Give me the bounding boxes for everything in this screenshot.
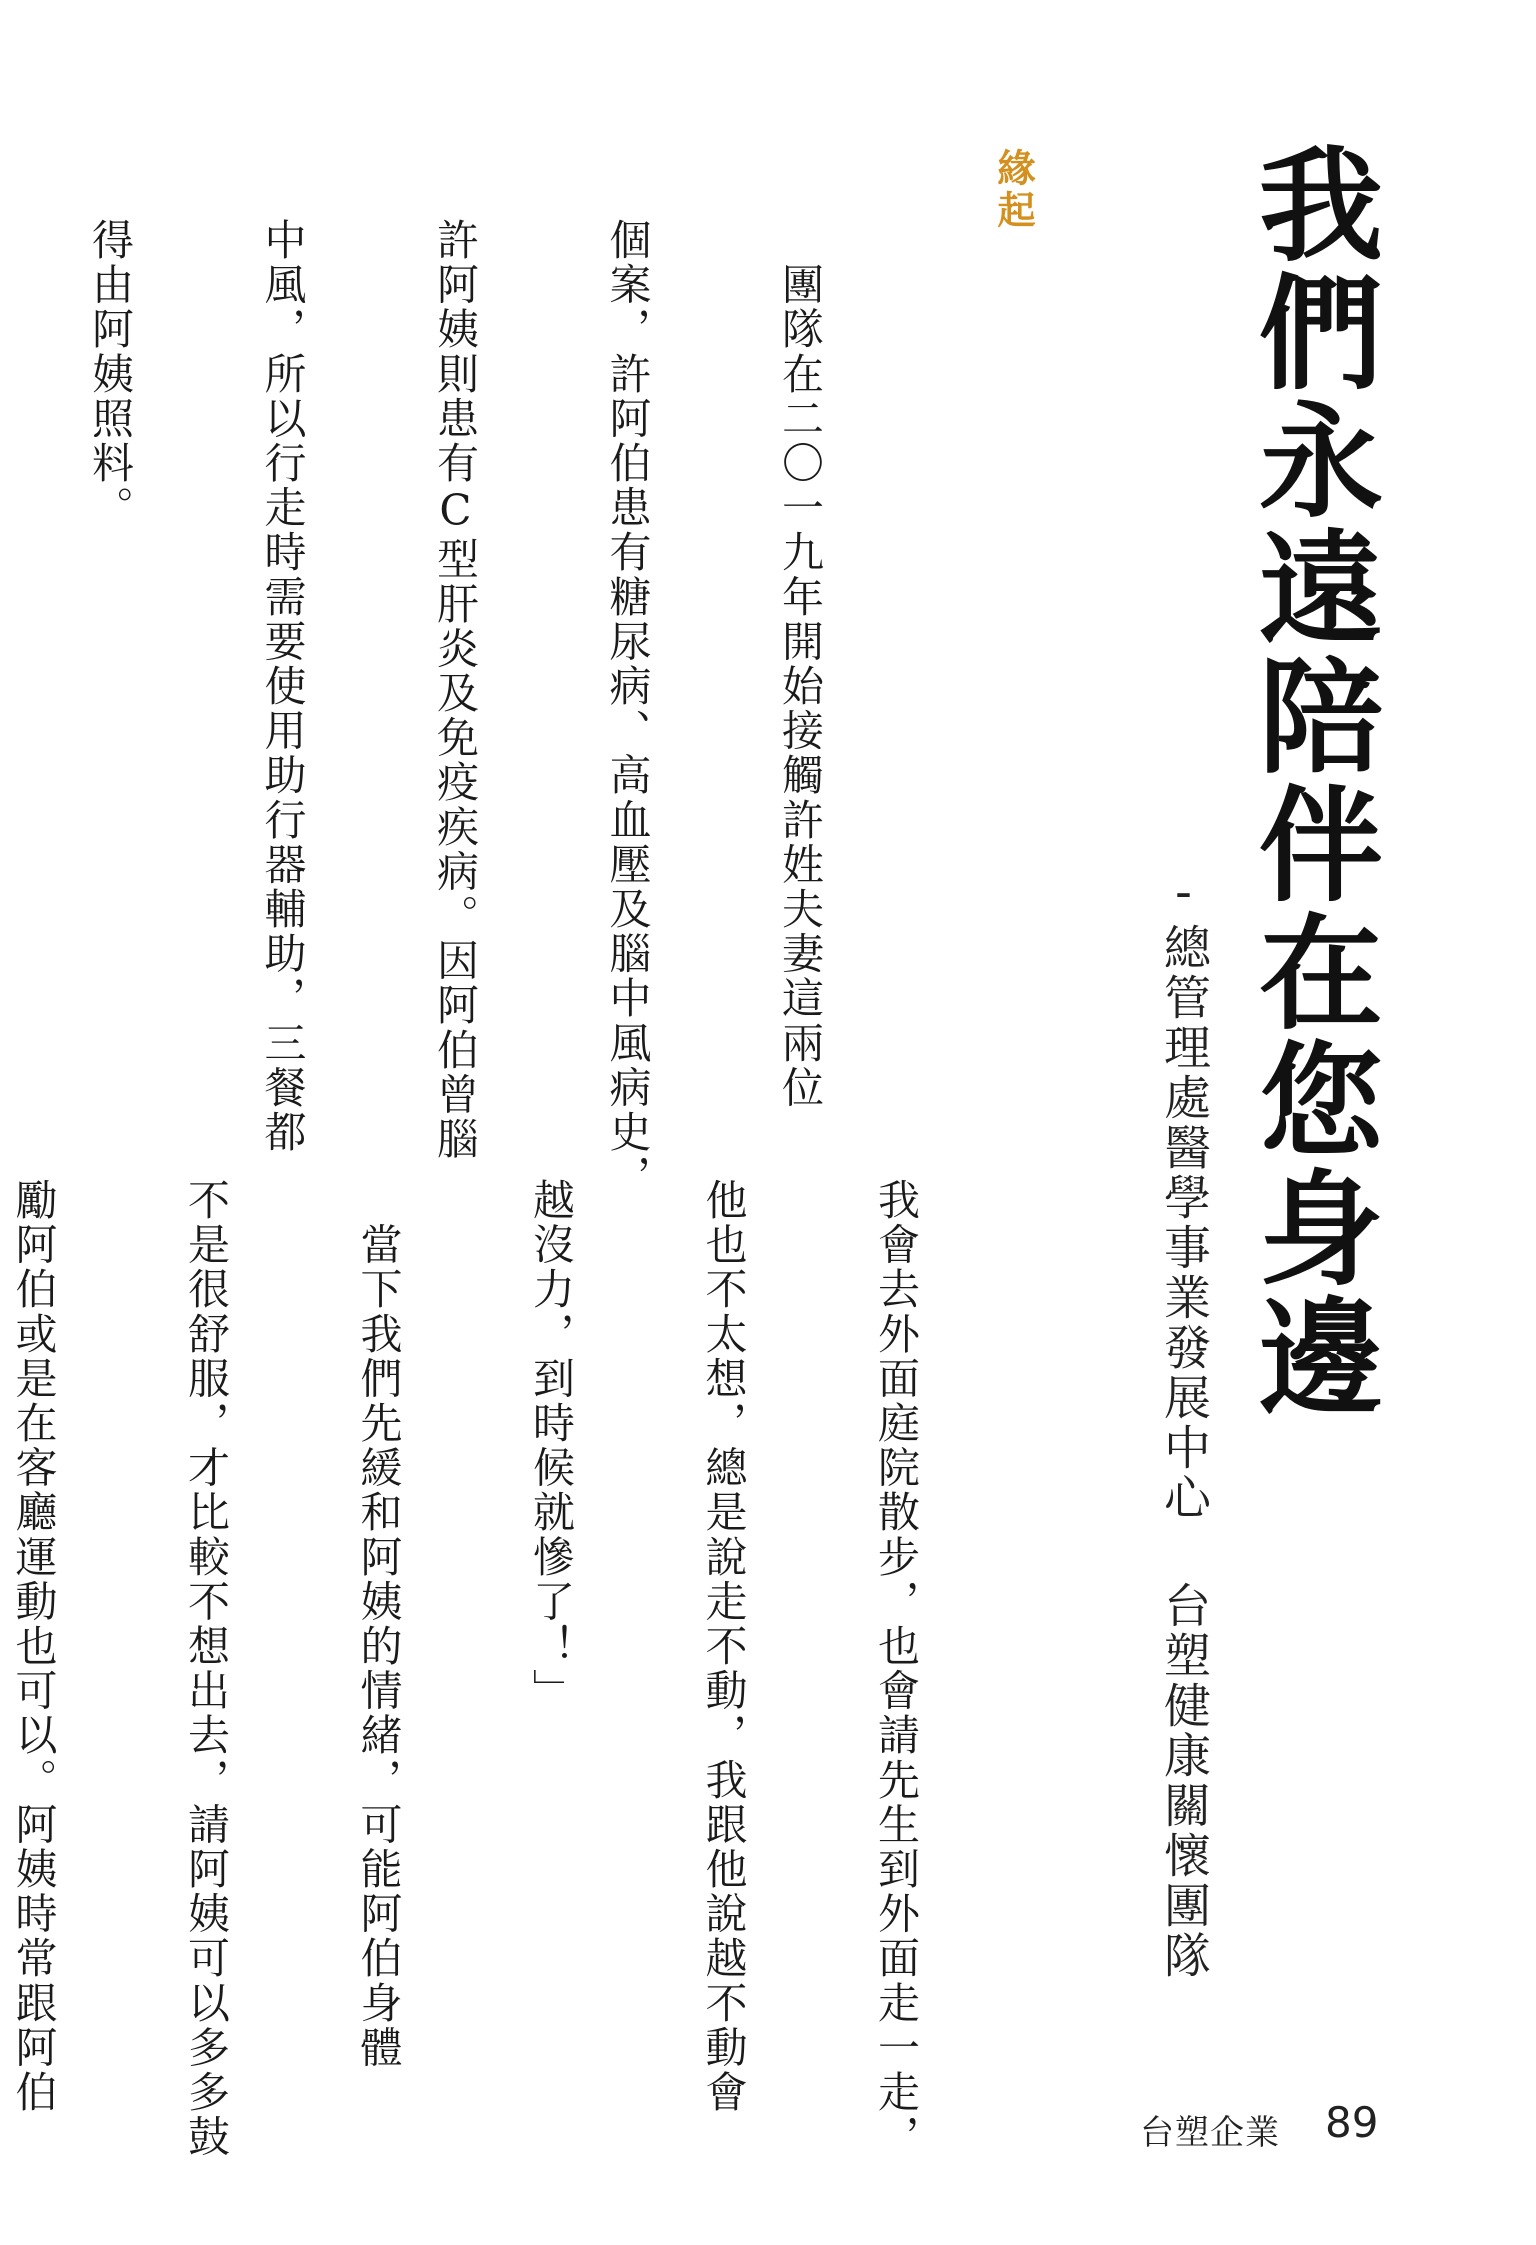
text-column: 我會去外面庭院散步，也會請先生到外面走一走， — [872, 1178, 921, 2160]
text-column: 越沒力，到時候就慘了！」 — [527, 1178, 576, 1714]
text-column: 許阿姨則患有C型肝炎及免疫疾病。因阿伯曾腦 — [431, 218, 480, 1162]
text-column: 他也不太想，總是說走不動，我跟他說越不動會 — [699, 1178, 749, 2115]
text-column: 中風，所以行走時需要使用助行器輔助，三餐都 — [258, 218, 308, 1155]
text-column: 個案，許阿伯患有糖尿病、高血壓及腦中風病史， — [603, 218, 653, 1200]
text-column: 不是很舒服，才比較不想出去，請阿姨可以多多鼓 — [182, 1178, 231, 2160]
body-text-upper — [86, 218, 944, 1200]
text-column: 勵阿伯或是在客廳運動也可以。阿姨時常跟阿伯 — [9, 1178, 59, 2115]
text-column: 得由阿姨照料。 — [86, 218, 135, 531]
publication-name: 台塑企業 — [1140, 2113, 1280, 2153]
text-column: 當下我們先緩和阿姨的情緒，可能阿伯身體 — [354, 1178, 404, 2070]
page-number: 89 — [1325, 2098, 1379, 2147]
text-column: 團隊在二〇一九年開始接觸許姓夫妻這兩位 — [776, 218, 825, 1110]
body-text-lower — [9, 1178, 1040, 2160]
article-subtitle: -總管理處醫學事業發展中心 台塑健康關懷團隊 — [1156, 865, 1211, 1981]
article-title: 我們永遠陪伴在您身邊 — [1238, 140, 1382, 1420]
section-heading: 緣起 — [991, 148, 1035, 232]
